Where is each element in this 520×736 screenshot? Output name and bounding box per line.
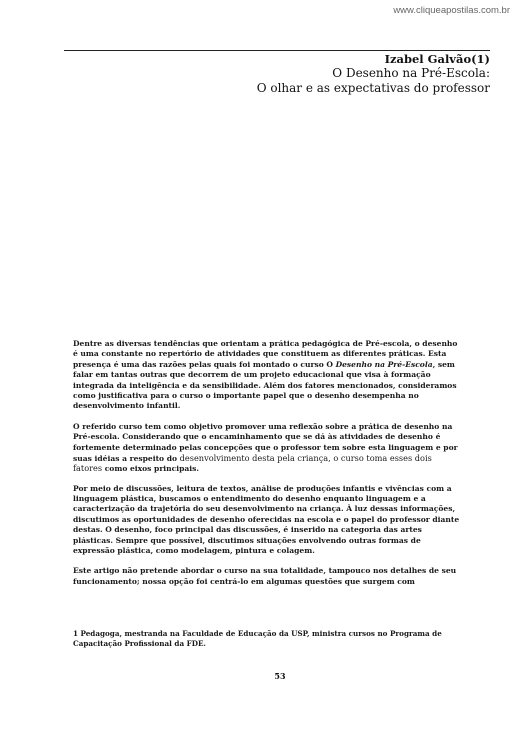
article-header: [64, 50, 490, 96]
text-line: Pré-escola. Considerando que o encaminhamento que se dá às atividades de desenho é: [73, 432, 441, 442]
text-line: Dentre as diversas tendências que orientam a prática pedagógica de Pré-escola, o desenho: [73, 339, 458, 348]
text-line: fortemente determinado pelas concepções que o professor tem sobre esta linguagem e por: [73, 442, 458, 452]
site-watermark: www.cliqueapostilas.com.br: [393, 5, 510, 16]
text-line: integrada da inteligência e da sensibilidade. Além dos fatores mencionados, consideramos: [73, 380, 457, 390]
text-run-regular: desenvolvimento desta pela criança, o curso toma esses dois: [179, 452, 432, 463]
text-line: [73, 360, 493, 370]
footnote: [73, 629, 493, 650]
article-body: [73, 339, 493, 597]
paragraph-2: [73, 422, 493, 474]
header-rule: [64, 50, 490, 51]
text-line: desenvolvimento infantil.: [73, 401, 181, 411]
author-name: Izabel Galvão(1): [384, 52, 490, 66]
text-line: expressão plástica, como modelagem, pintura e colagem.: [73, 546, 315, 556]
text-run: presença é uma das razões pelas quais foi montado o curso O: [73, 359, 336, 369]
text-line: é uma constante no repertório de atividades que constituem as diferentes práticas. Esta: [73, 349, 447, 359]
paragraph-1: [73, 339, 493, 412]
article-title-line-2: O olhar e as expectativas do professor: [256, 81, 490, 95]
text-line: O referido curso tem como objetivo promover uma reflexão sobre a prática de desenho na: [73, 421, 453, 431]
course-title-emphasis: Desenho na Pré-Escola: [335, 359, 433, 369]
text-line: discutimos as oportunidades de desenho oferecidas na escola e o papel do professor diante: [73, 514, 460, 524]
text-line: linguagem plástica, buscamos o entendimento do desenho enquanto linguagem e a: [73, 494, 426, 504]
footnote-line-1: 1 Pedagoga, mestranda na Faculdade de Educação da USP, ministra cursos no Programa de: [73, 629, 442, 638]
text-line: [73, 453, 493, 463]
text-line: Por meio de discussões, leitura de textos, análise de produções infantis e vivências com a: [73, 483, 452, 493]
text-run: suas idéias a respeito do: [73, 453, 180, 463]
text-line: plásticas. Sempre que possível, discutimos situações envolvendo outras formas de: [73, 535, 421, 545]
text-run: , sem: [432, 359, 455, 369]
footnote-line-2: Capacitação Profissional da FDE.: [73, 639, 206, 649]
text-run-regular: fatores: [73, 463, 105, 474]
text-line: [73, 463, 493, 473]
text-line: funcionamento; nossa opção foi centrá-lo em algumas questões que surgem com: [73, 576, 415, 586]
paragraph-3: [73, 484, 493, 557]
text-run: como eixos principais.: [104, 464, 200, 474]
text-line: falar em tantas outras que decorrem de um projeto educacional que visa à formação: [73, 370, 431, 380]
text-line: como justificativa para o curso o importante papel que o desenho desempenha no: [73, 390, 419, 400]
article-title-line-1: O Desenho na Pré-Escola:: [332, 66, 490, 80]
page-number: 53: [274, 671, 286, 681]
text-line: Este artigo não pretende abordar o curso na sua totalidade, tampouco nos detalhes de seu: [73, 566, 457, 576]
paragraph-4: [73, 566, 493, 587]
text-line: caracterização da trajetória do seu desenvolvimento na criança. À luz dessas informações,: [73, 504, 456, 514]
text-line: destas. O desenho, foco principal das discussões, é inserido na categoria das artes: [73, 525, 422, 535]
